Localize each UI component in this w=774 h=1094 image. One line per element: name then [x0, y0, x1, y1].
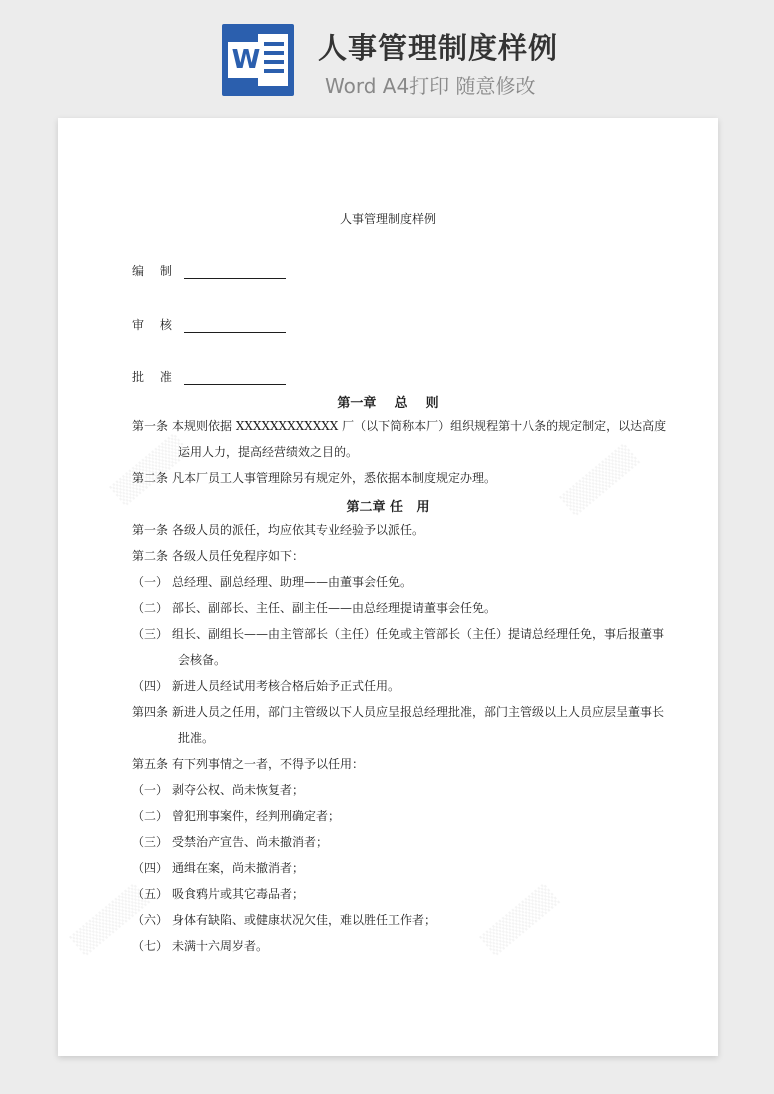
item-number: （二）: [132, 809, 169, 823]
item-number: （四）: [132, 861, 169, 875]
sign-prepared-blank[interactable]: [184, 266, 286, 279]
item-text: 未满十六周岁者。: [172, 939, 269, 953]
chapter-2-article-1: [132, 517, 647, 543]
sign-prepared: [132, 262, 286, 279]
item-number: （七）: [132, 939, 169, 953]
item-number: （一）: [132, 575, 169, 589]
item-number: （四）: [132, 679, 169, 693]
item-text: 曾犯刑事案件，经判刑确定者；: [172, 809, 341, 823]
page-title: 人事管理制度样例: [318, 31, 559, 65]
item-number: （五）: [132, 887, 169, 901]
article-text: 有下列事情之一者，不得予以任用：: [172, 757, 365, 771]
word-badge: [228, 42, 264, 78]
item-text: 吸食鸦片或其它毒品者；: [172, 887, 305, 901]
sign-approved-blank[interactable]: [184, 372, 286, 385]
item-text: 身体有缺陷、或健康状况欠佳，难以胜任工作者；: [172, 913, 437, 927]
page-header: [0, 0, 774, 118]
sign-reviewed-blank[interactable]: [184, 320, 286, 333]
item-text: 总经理、副总经理、助理——由董事会任免。: [172, 575, 413, 589]
item-number: （三）: [132, 627, 169, 641]
item-text: 受禁治产宣告、尚未撤消者；: [172, 835, 329, 849]
sign-reviewed-label: 审 核: [132, 318, 178, 332]
item-text: 新进人员经试用考核合格后始予正式任用。: [172, 679, 401, 693]
list-item: [132, 933, 647, 959]
chapter-2-article-5: [132, 751, 647, 777]
article-number: 第一条: [132, 419, 169, 433]
chapter-2-article-2: [132, 543, 647, 569]
article-text: 各级人员的派任，均应依其专业经验予以派任。: [172, 523, 425, 537]
list-item: [132, 595, 647, 621]
list-item: [132, 621, 665, 673]
word-badge-letter: W: [231, 45, 261, 75]
chapter-2-article-4: [132, 699, 665, 751]
article-number: 第二条: [132, 549, 169, 563]
chapter-2-heading: 第二章 任 用: [346, 500, 430, 515]
item-number: （六）: [132, 913, 169, 927]
article-continuation: 运用人力，提高经营绩效之目的。: [178, 445, 359, 459]
page-subtitle: Word A4打印 随意修改: [325, 74, 536, 98]
list-item: [132, 829, 647, 855]
item-text: 通缉在案，尚未撤消者；: [172, 861, 305, 875]
list-item: [132, 569, 647, 595]
list-item: [132, 777, 647, 803]
document-title: 人事管理制度样例: [339, 212, 436, 226]
document-page: [58, 118, 718, 1056]
article-continuation: 批准。: [178, 731, 215, 745]
sign-approved-label: 批 准: [132, 370, 178, 384]
list-item: [132, 803, 647, 829]
microsoft-word-icon: [222, 24, 294, 96]
sign-approved: [132, 368, 286, 385]
item-number: （二）: [132, 601, 169, 615]
item-number: （三）: [132, 835, 169, 849]
list-item: [132, 881, 647, 907]
article-text: 各级人员任免程序如下：: [172, 549, 305, 563]
article-text: 凡本厂员工人事管理除另有规定外，悉依据本制度规定办理。: [172, 471, 497, 485]
chapter-1-heading: 第一章 总 则: [337, 396, 439, 411]
article-number: 第一条: [132, 523, 169, 537]
article-number: 第四条: [132, 705, 169, 719]
item-text: 剥夺公权、尚未恢复者；: [172, 783, 305, 797]
chapter-1-article-1: [132, 413, 667, 465]
list-item: [132, 855, 647, 881]
sign-reviewed: [132, 316, 286, 333]
item-text: 组长、副组长——由主管部长（主任）任免或主管部长（主任）提请总经理任免，事后报董事: [172, 627, 665, 641]
list-item: [132, 907, 647, 933]
chapter-1-article-2: [132, 465, 647, 491]
item-number: （一）: [132, 783, 169, 797]
article-text: 新进人员之任用，部门主管级以下人员应呈报总经理批准，部门主管级以上人员应层呈董事长: [172, 705, 665, 719]
article-number: 第五条: [132, 757, 169, 771]
list-item: [132, 673, 647, 699]
sign-prepared-label: 编 制: [132, 264, 178, 278]
article-text: 本规则依据 XXXXXXXXXXXX 厂（以下简称本厂）组织规程第十八条的规定制定，以达高度: [172, 419, 667, 433]
item-continuation: 会核备。: [178, 653, 227, 667]
article-number: 第二条: [132, 471, 169, 485]
item-text: 部长、副部长、主任、副主任——由总经理提请董事会任免。: [172, 601, 497, 615]
